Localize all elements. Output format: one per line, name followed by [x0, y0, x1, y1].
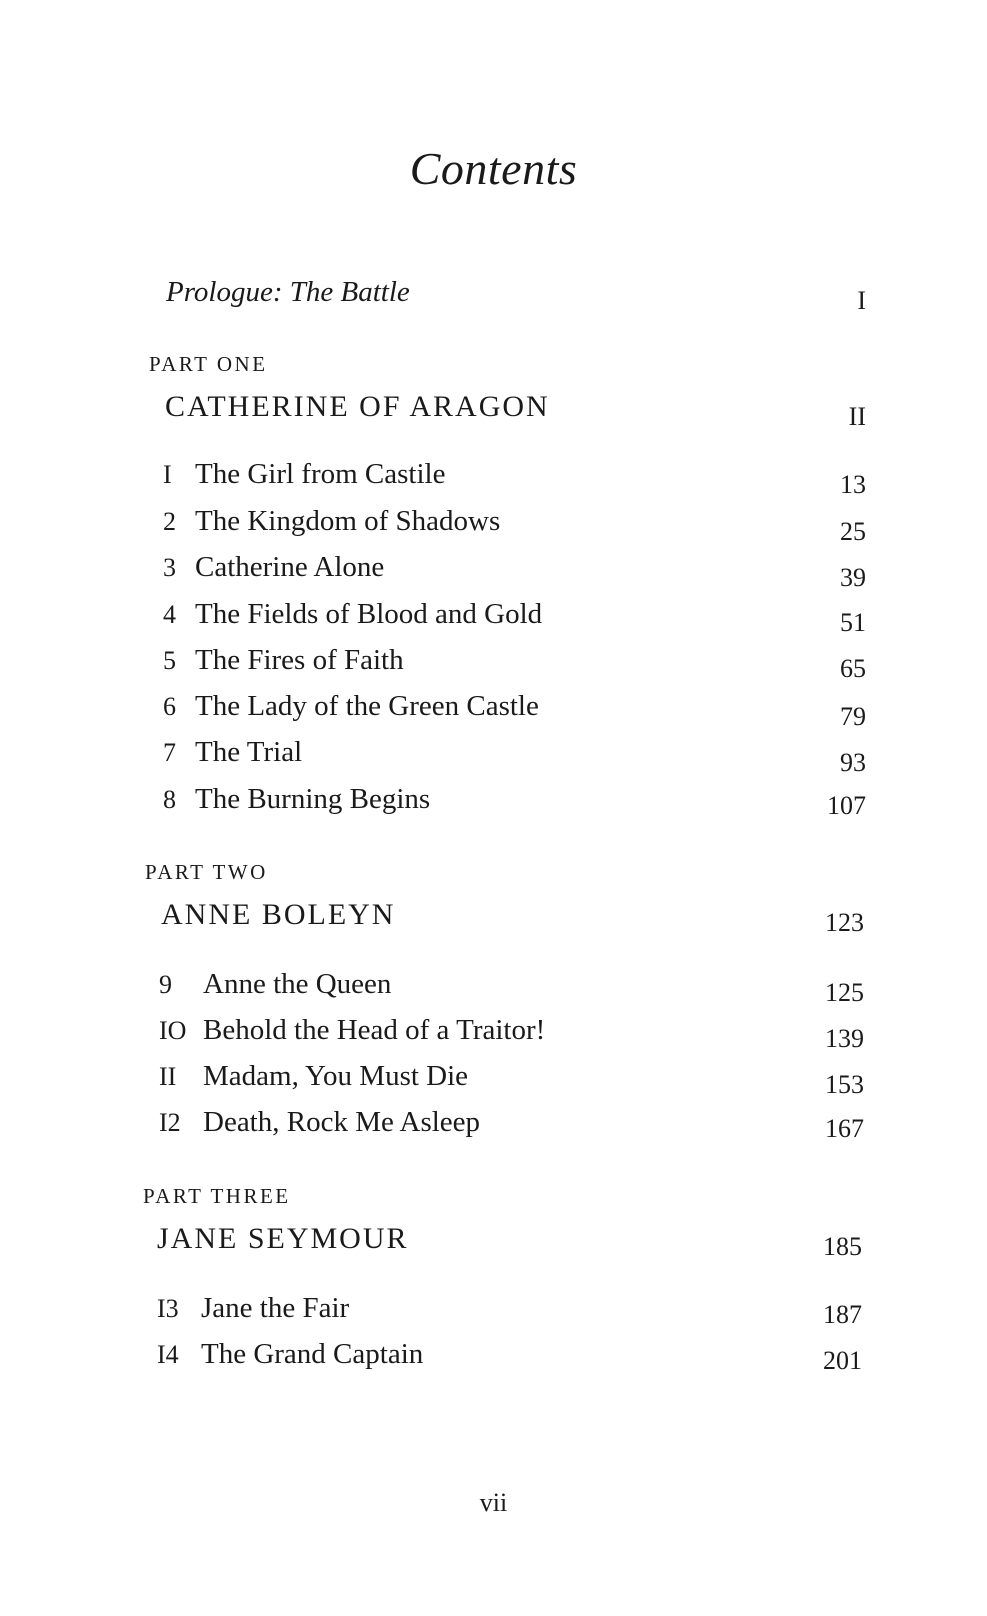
toc-entry-9 — [159, 968, 391, 1001]
part-two-title: ANNE BOLEYN — [161, 898, 396, 931]
toc-entry-14 — [157, 1338, 423, 1371]
chapter-title: The Girl from Castile — [195, 458, 446, 490]
part-one-page: II — [848, 402, 866, 431]
chapter-number: II — [159, 1062, 177, 1091]
chapter-number: 6 — [163, 692, 176, 721]
part-three-title: JANE SEYMOUR — [157, 1222, 409, 1255]
chapter-page: 93 — [840, 748, 866, 777]
chapter-number: I — [163, 460, 172, 489]
chapter-number: IO — [159, 1016, 187, 1045]
chapter-title: The Lady of the Green Castle — [195, 690, 539, 722]
chapter-page: 187 — [823, 1300, 862, 1329]
part-one-label: PART ONE — [149, 352, 268, 376]
chapter-number: 9 — [159, 970, 172, 999]
chapter-title: Catherine Alone — [195, 551, 385, 583]
chapter-number: I4 — [157, 1340, 179, 1369]
page-title: Contents — [409, 143, 578, 194]
part-one-title: CATHERINE OF ARAGON — [165, 390, 550, 423]
toc-entry-4 — [163, 598, 542, 631]
toc-entry-13 — [157, 1292, 349, 1325]
chapter-page: 65 — [840, 654, 866, 683]
chapter-page: 39 — [840, 563, 866, 592]
chapter-title: The Burning Begins — [195, 783, 431, 815]
chapter-page: 125 — [825, 978, 864, 1007]
chapter-title: The Kingdom of Shadows — [195, 505, 501, 537]
chapter-title: The Grand Captain — [201, 1338, 424, 1370]
part-two-label: PART TWO — [145, 860, 268, 884]
toc-entry-6 — [163, 690, 539, 723]
chapter-number: 7 — [163, 738, 176, 767]
toc-entry-10 — [159, 1014, 545, 1047]
toc-entry-12 — [159, 1106, 480, 1139]
chapter-number: 8 — [163, 785, 176, 814]
chapter-number: I3 — [157, 1294, 179, 1323]
chapter-number: 3 — [163, 553, 176, 582]
toc-entry-8 — [163, 783, 430, 816]
chapter-title: The Fires of Faith — [195, 644, 404, 676]
part-two-page: 123 — [825, 908, 864, 937]
toc-entry-1 — [163, 458, 445, 491]
chapter-page: 153 — [825, 1070, 864, 1099]
chapter-title: The Trial — [195, 736, 303, 768]
chapter-page: 201 — [823, 1346, 862, 1375]
chapter-title: The Fields of Blood and Gold — [195, 598, 543, 630]
chapter-page: 139 — [825, 1024, 864, 1053]
part-three-page: 185 — [823, 1232, 862, 1261]
toc-entry-2 — [163, 505, 500, 538]
prologue-page: I — [857, 286, 866, 315]
part-three-label: PART THREE — [143, 1184, 291, 1208]
toc-entry-3 — [163, 551, 384, 584]
chapter-number: I2 — [159, 1108, 181, 1137]
prologue-title: Prologue: The Battle — [166, 276, 410, 308]
chapter-page: 51 — [840, 608, 866, 637]
chapter-title: Death, Rock Me Asleep — [203, 1106, 481, 1138]
toc-entry-11 — [159, 1060, 468, 1093]
chapter-title: Madam, You Must Die — [203, 1060, 469, 1092]
chapter-page: 79 — [840, 702, 866, 731]
chapter-page: 25 — [840, 517, 866, 546]
toc-entry-5 — [163, 644, 404, 677]
chapter-page: 13 — [840, 470, 866, 499]
chapter-title: Jane the Fair — [201, 1292, 350, 1324]
chapter-number: 5 — [163, 646, 176, 675]
chapter-title: Behold the Head of a Traitor! — [203, 1014, 546, 1046]
chapter-number: 2 — [163, 507, 176, 536]
chapter-page: 167 — [825, 1114, 864, 1143]
chapter-title: Anne the Queen — [203, 968, 392, 1000]
chapter-number: 4 — [163, 600, 176, 629]
toc-entry-7 — [163, 736, 302, 769]
page-number-footer: vii — [479, 1488, 508, 1517]
chapter-page: 107 — [827, 791, 866, 820]
